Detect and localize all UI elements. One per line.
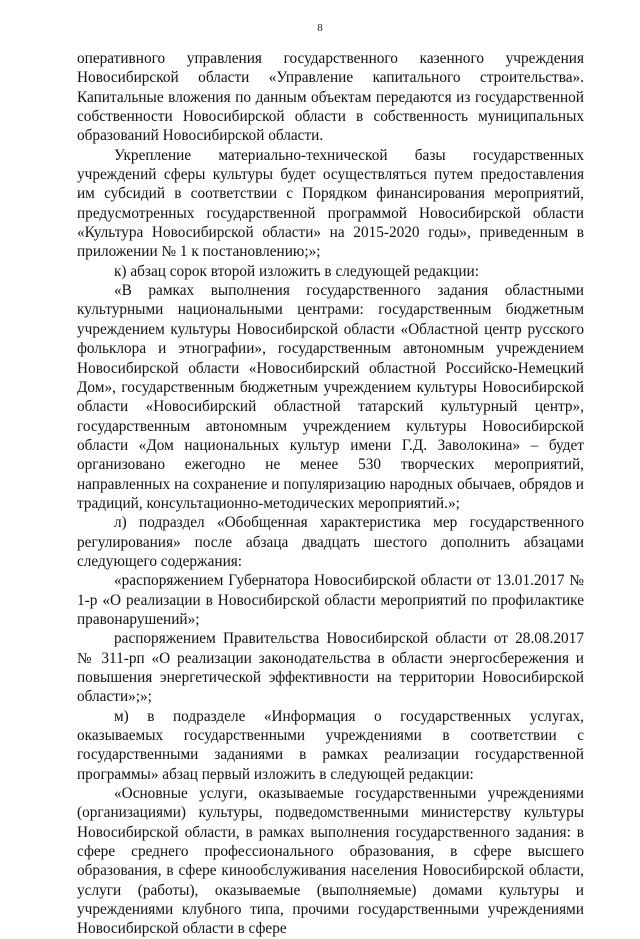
paragraph-2: Укрепление материально-технической базы государственных учреждений сферы культуры будет осуществляться путем предоставления им субсидий в соответствии с Порядком финансирования мероприятий, предусмотренных государственной программой Новосибирской области «Культура Новосибирской области» на 2015-2020 годы», приведенным в приложении № 1 к постановлению;»; xyxy=(77,146,584,261)
paragraph-1: оперативного управления государственного казенного учреждения Новосибирской области «Управление капитального строительства». Капитальные вложения по данным объектам передаются из государственной собственности Новосибирской области в собственность муниципальных образований Новосибирской области. xyxy=(77,50,584,145)
page-number: 8 xyxy=(317,22,323,34)
paragraph-7: распоряжением Правительства Новосибирской области от 28.08.2017 № 311-рп «О реализации законодательства в области энергосбережения и повышения энергетической эффективности на территории Новосибирской области»;»; xyxy=(77,630,584,706)
paragraph-9: «Основные услуги, оказываемые государственными учреждениями (организациями) культуры, подведомственными министерству культуры Новосибирской области, в рамках выполнения государственного задания: в сфере среднего профессионального образования, в сфере высшего образования, в сфере кинообслуживания населения Новосибирской области, услуги (работы), оказываемые (выполняемые) домами культуры и учреждениями клубного типа, прочими государственными учреждениями Новосибирской области в сфере xyxy=(77,785,584,938)
paragraph-8: м) в подразделе «Информация о государственных услугах, оказываемых государственными учреждениями в соответствии с государственными заданиями в рамках реализации государственной программы» абзац первый изложить в следующей редакции: xyxy=(77,707,584,783)
document-body xyxy=(77,49,584,939)
paragraph-3: к) абзац сорок второй изложить в следующей редакции: xyxy=(114,262,479,280)
paragraph-4: «В рамках выполнения государственного задания областными культурными национальными центрами: государственным бюджетным учреждением культуры Новосибирской области «Областной центр русского фольклора и этнографии», государственным автономным учреждением Новосибирской области «Новосибирский областной Российско-Немецкий Дом», государственным бюджетным учреждением культуры Новосибирской области «Новосибирский областной татарский культурный центр», государственным автономным учреждением культуры Новосибирской области «Дом национальных культур имени Г.Д. Заволокина» – будет организовано ежегодно не менее 530 творческих мероприятий, направленных на сохранение и популяризацию народных обычаев, обрядов и традиций, консультационно-методических мероприятий.»; xyxy=(77,282,584,512)
paragraph-5: л) подраздел «Обобщенная характеристика мер государственного регулирования» после абзаца двадцать шестого дополнить абзацами следующего содержания: xyxy=(77,514,584,570)
paragraph-6: «распоряжением Губернатора Новосибирской области от 13.01.2017 № 1-р «О реализации в Новосибирской области мероприятий по профилактике правонарушений»; xyxy=(77,572,584,628)
